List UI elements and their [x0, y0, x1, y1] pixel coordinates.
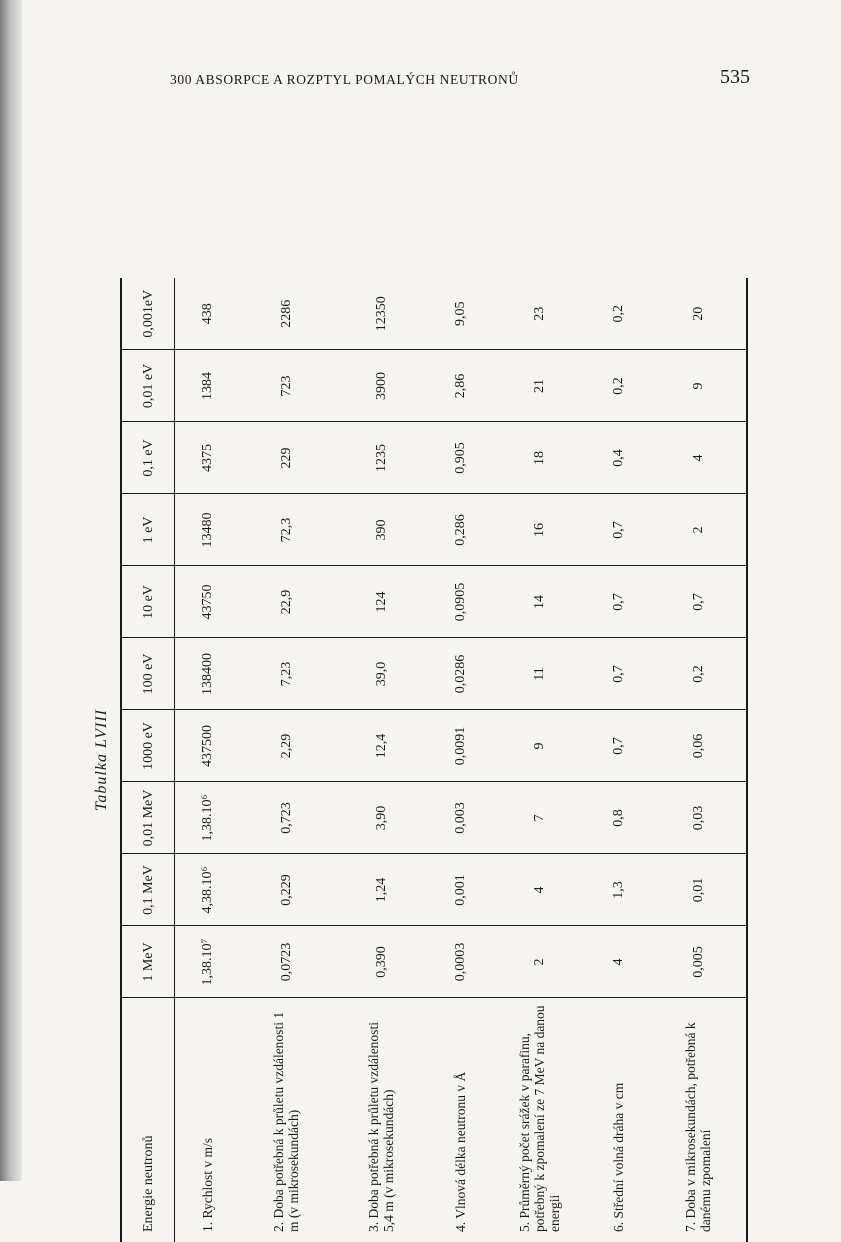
data-table — [120, 278, 748, 1242]
table-cell: 124 — [334, 566, 429, 638]
header-cell: 100 eV — [121, 638, 175, 710]
table-cell: 11 — [492, 638, 587, 710]
table-cell: 0,0091 — [428, 710, 492, 782]
table-cell: 2 — [651, 494, 747, 566]
table-cell: 0,2 — [587, 350, 651, 422]
running-head: 300 ABSORPCE A ROZPTYL POMALÝCH NEUTRONŮ — [170, 72, 519, 87]
row-label: 3. Doba potřebná k průletu vzdálenosti 5,4 m (v mikrosekundách) — [366, 1022, 397, 1232]
header-cell: 0,001eV — [121, 278, 175, 350]
table-cell: 0,7 — [587, 566, 651, 638]
table-row — [334, 278, 429, 1242]
table-cell: 0,229 — [239, 854, 334, 926]
table-cell: 1,3 — [587, 854, 651, 926]
header-cell: 0,01 MeV — [121, 782, 175, 854]
table-cell: 723 — [239, 350, 334, 422]
table-cell: 72,3 — [239, 494, 334, 566]
header-cell: 0,1 eV — [121, 422, 175, 494]
table-cell: 0,2 — [587, 278, 651, 350]
table-cell: 0,4 — [587, 422, 651, 494]
table-cell: 438 — [175, 278, 240, 350]
table-cell: 0,0286 — [428, 638, 492, 710]
table-cell: 229 — [239, 422, 334, 494]
table-cell: 7 — [492, 782, 587, 854]
table-cell: 0,723 — [239, 782, 334, 854]
row-label: 1. Rychlost v m/s — [199, 1138, 215, 1232]
table-cell: 13480 — [175, 494, 240, 566]
table-cell: 437500 — [175, 710, 240, 782]
table-cell: 9 — [492, 710, 587, 782]
table-cell: 4 — [651, 422, 747, 494]
table-cell: 16 — [492, 494, 587, 566]
table-cell: 1235 — [334, 422, 429, 494]
table-cell: 12,4 — [334, 710, 429, 782]
header-cell: Energie neutronů — [121, 998, 175, 1242]
table-cell: 0,01 — [651, 854, 747, 926]
table-cell: 14 — [492, 566, 587, 638]
header-cell: 0,1 MeV — [121, 854, 175, 926]
table-cell: 0,7 — [587, 710, 651, 782]
table-row — [651, 278, 747, 1242]
table-cell: 4 — [492, 854, 587, 926]
table-cell: 22,9 — [239, 566, 334, 638]
table-cell: 2 — [492, 926, 587, 998]
table-cell: 0,8 — [587, 782, 651, 854]
table-cell: 12350 — [334, 278, 429, 350]
table-cell: 1,38.10⁶ — [175, 782, 240, 854]
table-cell: 7,23 — [239, 638, 334, 710]
header-cell: 0,01 eV — [121, 350, 175, 422]
table-cell: 138400 — [175, 638, 240, 710]
table-caption: Tabulka LVIII — [93, 708, 110, 812]
table-header-row — [121, 278, 175, 1242]
table-cell: 21 — [492, 350, 587, 422]
row-label: 7. Doba v mikrosekundách, potřebná k danému zpomalení — [683, 1022, 714, 1232]
table-cell: 0,0905 — [428, 566, 492, 638]
table-cell: 3900 — [334, 350, 429, 422]
table-cell: 0,905 — [428, 422, 492, 494]
table-cell: 9,05 — [428, 278, 492, 350]
table-cell: 4375 — [175, 422, 240, 494]
table-cell: 0,03 — [651, 782, 747, 854]
table-cell: 0,390 — [334, 926, 429, 998]
table-cell: 4,38.10⁶ — [175, 854, 240, 926]
header-cell: 1 MeV — [121, 926, 175, 998]
table-cell: 9 — [651, 350, 747, 422]
table-cell: 18 — [492, 422, 587, 494]
table-cell: 0,06 — [651, 710, 747, 782]
table-cell: 20 — [651, 278, 747, 350]
table-row — [239, 278, 334, 1242]
row-label: 4. Vlnová délka neutronu v Å — [452, 1071, 468, 1232]
table-cell: 0,0003 — [428, 926, 492, 998]
table-cell: 0,005 — [651, 926, 747, 998]
table-row — [587, 278, 651, 1242]
table-cell: 43750 — [175, 566, 240, 638]
row-label: 2. Doba potřebná k průletu vzdálenosti 1 m (v mikrosekundách) — [271, 1011, 302, 1232]
page-header — [170, 66, 750, 94]
table-row — [492, 278, 587, 1242]
table-cell: 0,2 — [651, 638, 747, 710]
header-cell: 1 eV — [121, 494, 175, 566]
table-cell: 39,0 — [334, 638, 429, 710]
table-cell: 2,29 — [239, 710, 334, 782]
table-cell: 390 — [334, 494, 429, 566]
table-cell: 0,286 — [428, 494, 492, 566]
page-number: 535 — [720, 66, 750, 88]
page-gutter-shadow — [0, 0, 22, 1181]
table-cell: 0,003 — [428, 782, 492, 854]
table-cell: 2286 — [239, 278, 334, 350]
header-cell: 1000 eV — [121, 710, 175, 782]
table-cell: 23 — [492, 278, 587, 350]
table-row — [175, 278, 240, 1242]
table-row — [428, 278, 492, 1242]
table-cell: 1,24 — [334, 854, 429, 926]
table-cell: 0,7 — [651, 566, 747, 638]
table-cell: 1,38.10⁷ — [175, 926, 240, 998]
rotated-table-block — [84, 278, 748, 1242]
table-cell: 0,7 — [587, 494, 651, 566]
table-cell: 2,86 — [428, 350, 492, 422]
table-cell: 0,7 — [587, 638, 651, 710]
header-cell: 10 eV — [121, 566, 175, 638]
table-cell: 0,001 — [428, 854, 492, 926]
row-label: 5. Průměrný počet srážek v parafinu, potřebný k zpomalení ze 7 MeV na danou energii — [517, 1005, 563, 1232]
row-label: 6. Střední volná dráha v cm — [611, 1082, 627, 1232]
table-cell: 1384 — [175, 350, 240, 422]
table-cell: 4 — [587, 926, 651, 998]
table-cell: 0,0723 — [239, 926, 334, 998]
table-cell: 3,90 — [334, 782, 429, 854]
